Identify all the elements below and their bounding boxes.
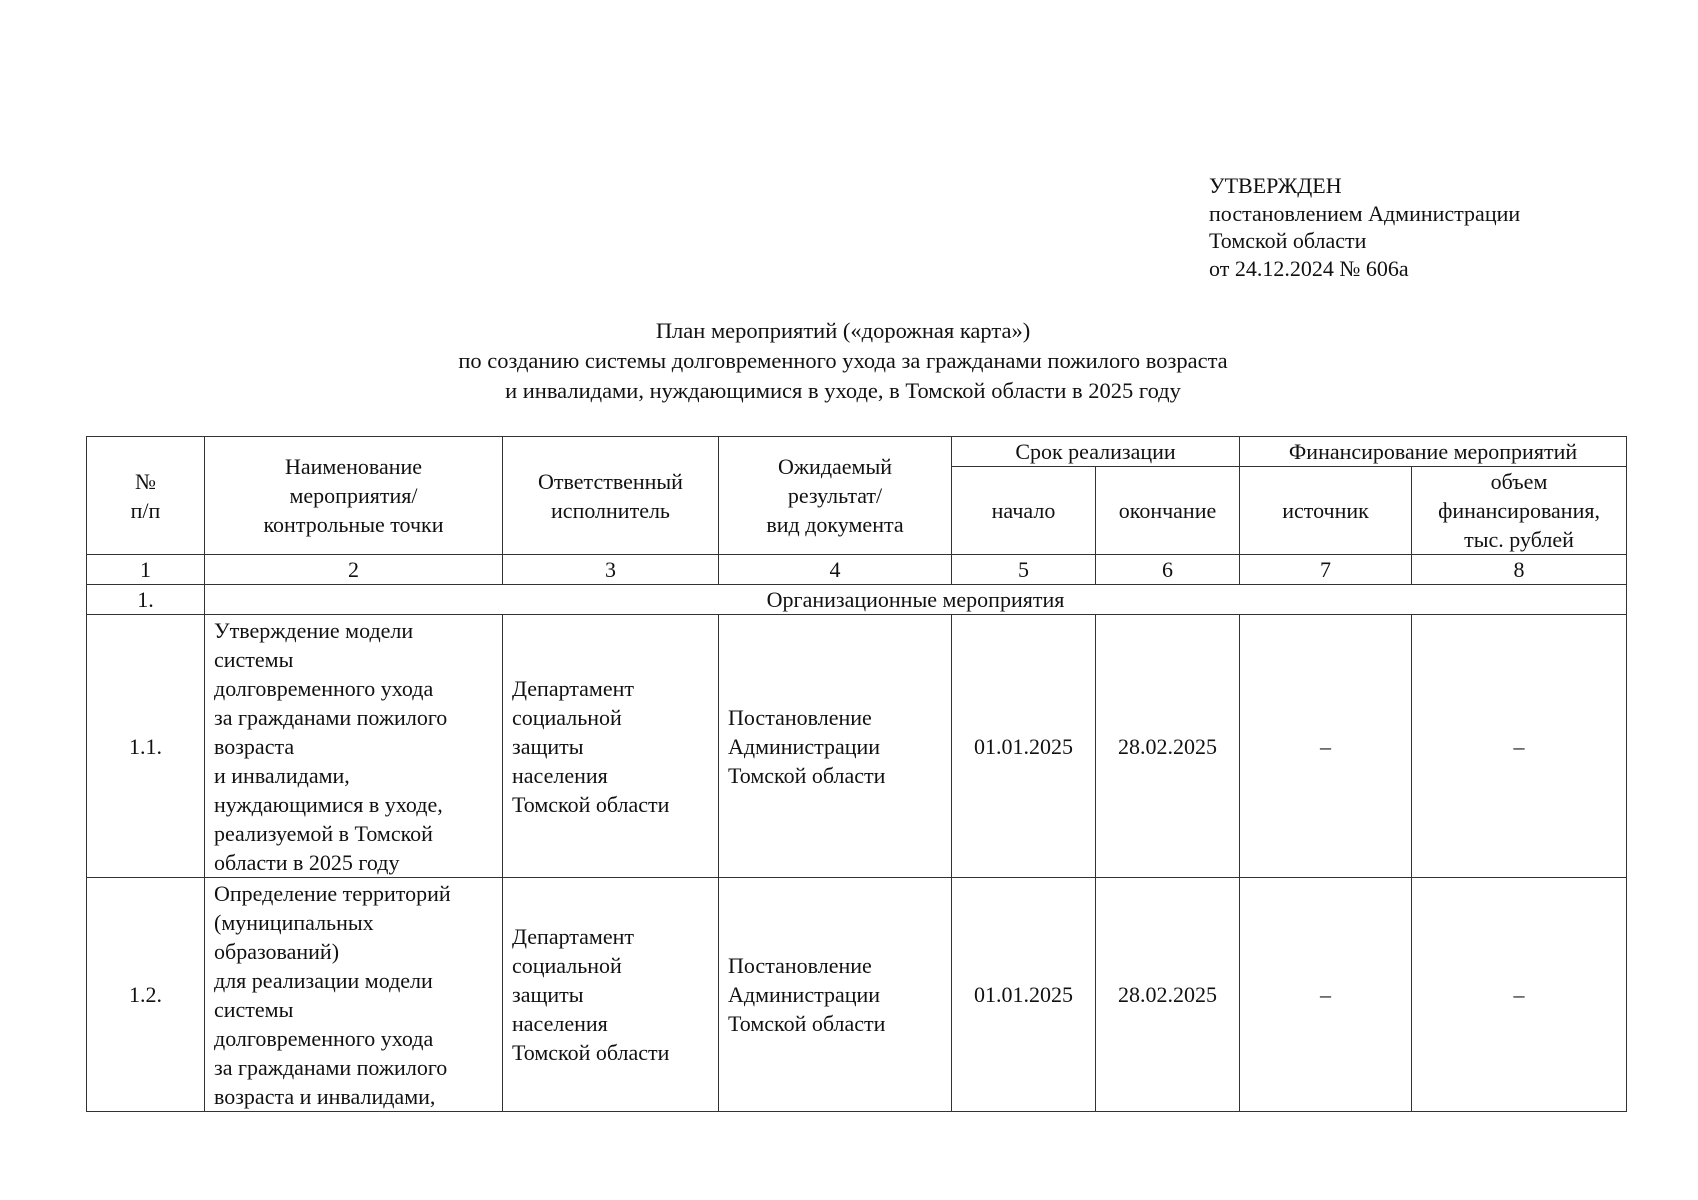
row-result-line: Администрации <box>728 982 881 1007</box>
approval-line: постановлением Администрации <box>1209 200 1521 226</box>
header-executor <box>503 437 719 555</box>
header-term-end: окончание <box>1096 467 1240 555</box>
header-text: контрольные точки <box>263 512 444 537</box>
header-text: Наименование <box>284 454 423 479</box>
row-end-date: 28.02.2025 <box>1096 878 1240 1112</box>
row-name-line: (муниципальных <box>214 910 374 935</box>
row-name-line: за гражданами пожилого <box>214 1055 448 1080</box>
header-text: Ожидаемый <box>777 454 893 479</box>
header-text: вид документа <box>766 512 904 537</box>
column-number: 4 <box>719 555 952 585</box>
header-text: результат/ <box>787 483 883 508</box>
row-result-line: Администрации <box>728 733 881 759</box>
row-executor <box>503 878 719 1112</box>
row-source: – <box>1240 878 1412 1112</box>
row-volume: – <box>1412 615 1627 878</box>
header-result <box>719 437 952 555</box>
row-name-line: реализуемой в Томской <box>214 821 433 846</box>
row-executor-line: социальной <box>512 953 622 978</box>
header-term: Срок реализации <box>952 437 1240 467</box>
column-number: 5 <box>952 555 1096 585</box>
document-title <box>0 316 1686 406</box>
header-text: финансирования, <box>1438 498 1600 523</box>
table-row <box>87 878 1627 1112</box>
row-executor-line: Томской области <box>512 791 670 817</box>
row-name-line: возраста <box>214 734 295 759</box>
header-text: тыс. рублей <box>1464 527 1574 552</box>
row-name-line: системы <box>214 997 294 1022</box>
row-result <box>719 615 952 878</box>
header-text: Ответственный <box>538 468 683 494</box>
row-name-line: долговременного ухода <box>214 1026 434 1051</box>
row-name-line: и инвалидами, <box>214 763 350 788</box>
row-end-date: 28.02.2025 <box>1096 615 1240 878</box>
approval-line: Томской области <box>1209 228 1367 253</box>
header-text: п/п <box>130 497 161 523</box>
approval-stamp <box>1209 172 1520 282</box>
row-result-line: Томской области <box>728 1011 886 1036</box>
row-executor-line: населения <box>512 762 608 788</box>
header-text: № <box>135 468 156 494</box>
header-financing: Финансирование мероприятий <box>1240 437 1627 467</box>
section-title: Организационные мероприятия <box>205 585 1627 615</box>
header-source: источник <box>1240 467 1412 555</box>
row-name-line: образований) <box>214 939 340 964</box>
row-result <box>719 878 952 1112</box>
row-result-line: Постановление <box>728 704 872 730</box>
row-name-line: Определение территорий <box>214 881 451 906</box>
row-name-line: области в 2025 году <box>214 850 400 875</box>
column-number: 7 <box>1240 555 1412 585</box>
row-executor <box>503 615 719 878</box>
column-number-row <box>87 555 1627 585</box>
header-term-start: начало <box>952 467 1096 555</box>
row-name-line: долговременного ухода <box>214 676 434 701</box>
header-volume <box>1412 467 1627 555</box>
row-executor-line: населения <box>512 1011 608 1036</box>
row-name-line: системы <box>214 647 294 672</box>
row-name-line: нуждающимися в уходе, <box>214 792 443 817</box>
header-row <box>87 437 1627 467</box>
row-result-line: Томской области <box>728 762 886 788</box>
row-num: 1.2. <box>87 878 205 1112</box>
row-name-line: возраста и инвалидами, <box>214 1084 436 1109</box>
column-number: 3 <box>503 555 719 585</box>
row-executor-line: Департамент <box>512 924 635 949</box>
header-text: исполнитель <box>551 497 670 523</box>
table-row <box>87 615 1627 878</box>
row-name-line: для реализации модели <box>214 968 433 993</box>
header-num <box>87 437 205 555</box>
section-num: 1. <box>87 585 205 615</box>
row-start-date: 01.01.2025 <box>952 615 1096 878</box>
row-volume: – <box>1412 878 1627 1112</box>
row-result-line: Постановление <box>728 953 872 978</box>
row-executor-line: Томской области <box>512 1040 670 1065</box>
row-name <box>205 878 503 1112</box>
row-name-line: Утверждение модели <box>214 618 414 643</box>
column-number: 6 <box>1096 555 1240 585</box>
header-text: мероприятия/ <box>289 483 418 508</box>
row-executor-line: защиты <box>512 733 584 759</box>
row-name <box>205 615 503 878</box>
row-executor-line: защиты <box>512 982 584 1007</box>
header-text: объем <box>1490 469 1548 494</box>
row-num: 1.1. <box>87 615 205 878</box>
header-name <box>205 437 503 555</box>
plan-table <box>86 436 1627 1112</box>
column-number: 8 <box>1412 555 1627 585</box>
row-source: – <box>1240 615 1412 878</box>
title-line: и инвалидами, нуждающимися в уходе, в Томской области в 2025 году <box>505 378 1181 403</box>
row-name-line: за гражданами пожилого <box>214 705 448 730</box>
section-row <box>87 585 1627 615</box>
column-number: 2 <box>205 555 503 585</box>
title-line: План мероприятий («дорожная карта») <box>655 318 1031 343</box>
approval-line: УТВЕРЖДЕН <box>1209 173 1342 198</box>
row-start-date: 01.01.2025 <box>952 878 1096 1112</box>
title-line: по созданию системы долговременного ухода за гражданами пожилого возраста <box>458 348 1228 373</box>
row-executor-line: Департамент <box>512 675 635 701</box>
column-number: 1 <box>87 555 205 585</box>
approval-line: от 24.12.2024 № 606а <box>1209 255 1409 281</box>
row-executor-line: социальной <box>512 704 622 730</box>
